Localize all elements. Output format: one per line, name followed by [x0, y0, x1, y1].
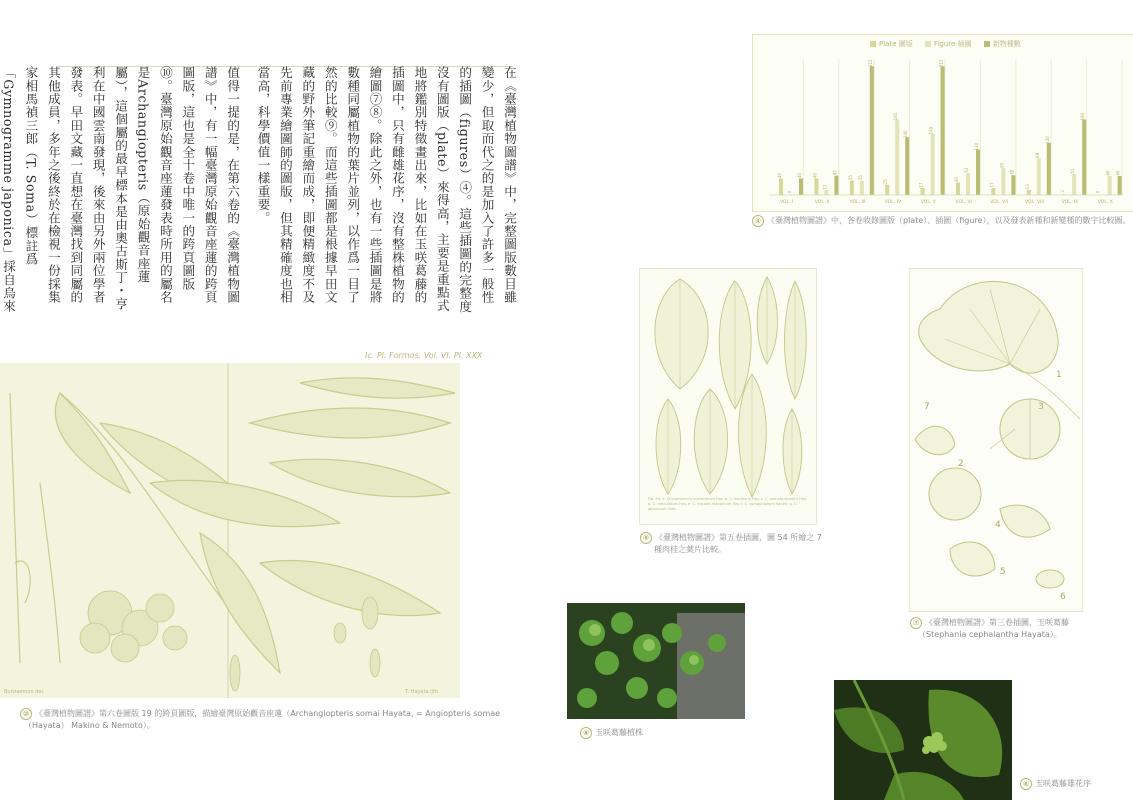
chart-tick-label: VOL. I: [780, 200, 794, 205]
chart-tick-label: VOL. VIII: [1025, 200, 1044, 205]
chart-data-label: 0: [1095, 190, 1101, 194]
chart-bar: [1047, 143, 1051, 195]
chart-caption-text: 《臺灣植物圖譜》中，各卷收錄圖版（plate）、插圖（figure），以及發表新種和新變種的數字比較圖。: [767, 216, 1131, 225]
chart-bar: [921, 188, 925, 195]
chart-bar: [799, 179, 803, 196]
plate-caption-number: ⑩: [20, 708, 32, 720]
stephania-plant-photo: [567, 603, 745, 719]
fig3-label-3: 3: [1038, 402, 1044, 412]
chart-data-label: 51: [1070, 168, 1076, 174]
chart-bar: [1011, 175, 1015, 195]
chart-bar: [824, 190, 828, 195]
chart-tick-label: VOL. VII: [990, 200, 1008, 205]
legend-figure: Figure 插圖: [925, 40, 972, 48]
fig3-label-4: 4: [995, 520, 1001, 530]
chart-bar: [966, 173, 970, 195]
fig3-label-2: 2: [958, 459, 964, 469]
leaves-drawing: [640, 269, 816, 524]
chart-data-label: 312: [867, 59, 873, 68]
photo1-caption-text: 玉咲葛藤植株: [595, 728, 643, 737]
chart-tick-label: VOL. IV: [884, 200, 902, 205]
photo1-caption: [580, 727, 643, 739]
chart-tick-label: VOL. IX: [1061, 200, 1079, 205]
chart-data-label: 110: [974, 142, 979, 151]
chart-bar: [976, 150, 980, 195]
chart-data-label: 0: [787, 190, 792, 194]
legend-new-species: 新物種數: [984, 40, 1021, 48]
chart-data-label: 12: [822, 184, 828, 190]
chart-data-label: 312: [938, 59, 944, 68]
chart-bar: [870, 66, 874, 195]
chart-bar: [1118, 176, 1122, 195]
legend-plate: Plate 圖版: [870, 40, 913, 48]
chart-data-label: 46: [1105, 170, 1111, 176]
chart-legend: [870, 39, 1031, 49]
cinnamon-leaves-illustration: [639, 268, 817, 525]
chart-data-label: 35: [857, 175, 863, 181]
chart-bar: [1001, 168, 1005, 195]
chart-data-label: 30: [954, 177, 959, 183]
chart-data-label: 35: [847, 175, 853, 181]
vol3-caption-line2: （Stephania cephalantha Hayata）。: [918, 630, 1062, 639]
chart-data-label: 47: [832, 170, 838, 176]
chart-data-label: 53: [964, 167, 969, 173]
chart-bar: [1037, 158, 1041, 195]
vol3-caption-line1: 《臺灣植物圖譜》第三卷插圖，玉咲葛藤: [925, 618, 1069, 627]
chart-bar: [956, 183, 960, 195]
chart-data-label: 65: [999, 162, 1005, 168]
leaves-figure-caption: Fig. 54. a. Cinnamomum micranthum Hay. b. C. kanehirai Hay. c. C. pseudo-loureirii Hay. d. C. reticulatum Hay. e. C. insulari-montanum Hay. f. C. osmophloeum Kaneh. g. C. japonicum Sieb.: [648, 497, 807, 511]
plant-photo-drawing: [567, 603, 745, 719]
stephania-flower-photo: [834, 680, 1012, 800]
photo2-caption-number: ⑥: [1020, 778, 1032, 790]
chart-bar: [931, 134, 935, 195]
body-paragraph-2: 值得一提的是，在第六卷的《臺灣植物圖譜》中，有一幅臺灣原始觀音座蓮的跨頁圖版，這也是全十卷中唯一的跨頁圖版⑩。臺灣原始觀音座蓮發表時所用的屬名是Archangiopteris（原始觀音座蓮屬），這個屬的最早標本是由奧古斯丁・亨利在中國雲南發現，後來由另外兩位學者發表。早田文藏一直想在臺灣找到同屬的其他成員，多年之後終於在檢視一份採集家相馬禎三郎（T. Soma）標註爲「Gymnogramme japonica」採自烏來: [1, 66, 241, 313]
chart-data-label: 17: [918, 182, 924, 188]
vol5-caption-line1: 《臺灣植物圖譜》第五卷插圖，圖 54 所繪之 7: [655, 533, 822, 542]
chart-bar: [885, 185, 889, 195]
chart-bar: [895, 120, 899, 195]
chart-data-label: 13: [1024, 184, 1030, 190]
plate-signature-right: T. Hayata lith.: [405, 689, 440, 695]
chart-tick-label: VOL. X: [1097, 200, 1113, 205]
stephania-drawing: [910, 269, 1082, 611]
chart-bar: [860, 181, 864, 195]
fig3-label-6: 6: [1060, 592, 1066, 602]
chart-tick-label: VOL. III: [849, 200, 866, 205]
chart-bar: [1108, 176, 1112, 195]
volume-comparison-chart: [752, 34, 1133, 212]
fig3-label-1: 1: [1056, 370, 1062, 380]
vol5-caption: [640, 532, 840, 556]
body-text-column: [1, 66, 520, 316]
chart-caption-number: ④: [752, 215, 764, 227]
plate-caption-line1: 《臺灣植物圖譜》第六卷圖版 19 的跨頁圖版，描繪臺灣原始觀音座蓮（Archangiopteris somai Hayata, = Angiopteris somae: [35, 709, 501, 718]
flower-photo-drawing: [834, 680, 1012, 800]
chart-data-label: 2: [1060, 189, 1066, 193]
chart-data-label: 25: [883, 179, 889, 185]
vol3-caption: [910, 617, 1130, 641]
chart-bar: [834, 176, 838, 195]
chart-bar: [779, 179, 783, 196]
fig3-label-5: 5: [1000, 567, 1006, 577]
chart-bar: [905, 137, 909, 195]
vol5-caption-number: ⑨: [640, 532, 652, 544]
chart-caption: [752, 215, 1133, 227]
photo2-caption-text: 玉咲葛藤雄花序: [1035, 779, 1091, 788]
chart-tick-label: VOL. VI: [955, 200, 972, 205]
chart-tick-label: VOL. II: [814, 200, 830, 205]
chart-data-label: 48: [1009, 169, 1015, 175]
fern-plate-illustration: [0, 363, 460, 698]
plate-caption-line2: （Hayata） Makino & Nemoto）。: [24, 721, 155, 730]
chart-data-label: 183: [1080, 112, 1086, 121]
fig3-label-7: 7: [924, 402, 930, 412]
chart-data-label: 17: [989, 182, 995, 188]
body-paragraph-1: 在《臺灣植物圖譜》中，完整圖版數目雖變少，但取而代之的是加入了許多一般性的插圖（figures）④。這些插圖的完整度沒有圖版（plate）來得高，主要是重點式地將鑑別特徵畫出來，比如在玉咲葛藤的插圖中，只有雌雄花序，沒有整株植物的繪圖⑦⑧。除此之外，也有一些插圖是將數種同屬植物的葉片並列，以作爲一目了然的比較⑨。而這些插圖都是根據早田文藏的野外筆記重繪而成，即便精緻度不及先前專業繪圖師的圖版，但其精確度也相當高，科學價值一樣重要。: [255, 66, 517, 313]
chart-svg: [753, 35, 1133, 211]
chart-data-label: 183: [893, 112, 899, 121]
chart-data-label: 89: [1034, 152, 1040, 158]
plate-caption: [20, 708, 560, 732]
chart-data-label: 40: [797, 172, 802, 179]
photo1-caption-number: ⑧: [580, 727, 592, 739]
chart-data-label: 40: [777, 172, 782, 179]
vol5-caption-line2: 種肉桂之葉片比較。: [654, 545, 726, 554]
chart-data-label: 149: [928, 126, 934, 135]
plate-header: Ic. Pl. Formos. Vol. VI. Pl. XXX: [365, 351, 483, 360]
chart-tick-label: VOL. V: [920, 200, 936, 205]
stephania-illustration: [909, 268, 1083, 612]
chart-data-label: 40: [812, 172, 818, 179]
chart-bar: [1082, 120, 1086, 195]
photo2-caption: [1020, 778, 1091, 790]
plate-signature-left: Bunzaemon del.: [4, 689, 45, 695]
vol3-caption-number: ⑦: [910, 617, 922, 629]
chart-data-label: 126: [1044, 136, 1050, 144]
chart-data-label: 140: [903, 130, 909, 139]
chart-bar: [814, 179, 818, 196]
chart-bar: [991, 188, 995, 195]
fern-plate-drawing: [0, 363, 460, 698]
chart-bar: [1072, 174, 1076, 195]
chart-bar: [941, 66, 945, 195]
chart-bar: [1027, 190, 1031, 195]
chart-data-label: 46: [1115, 170, 1121, 176]
chart-bar: [850, 181, 854, 195]
